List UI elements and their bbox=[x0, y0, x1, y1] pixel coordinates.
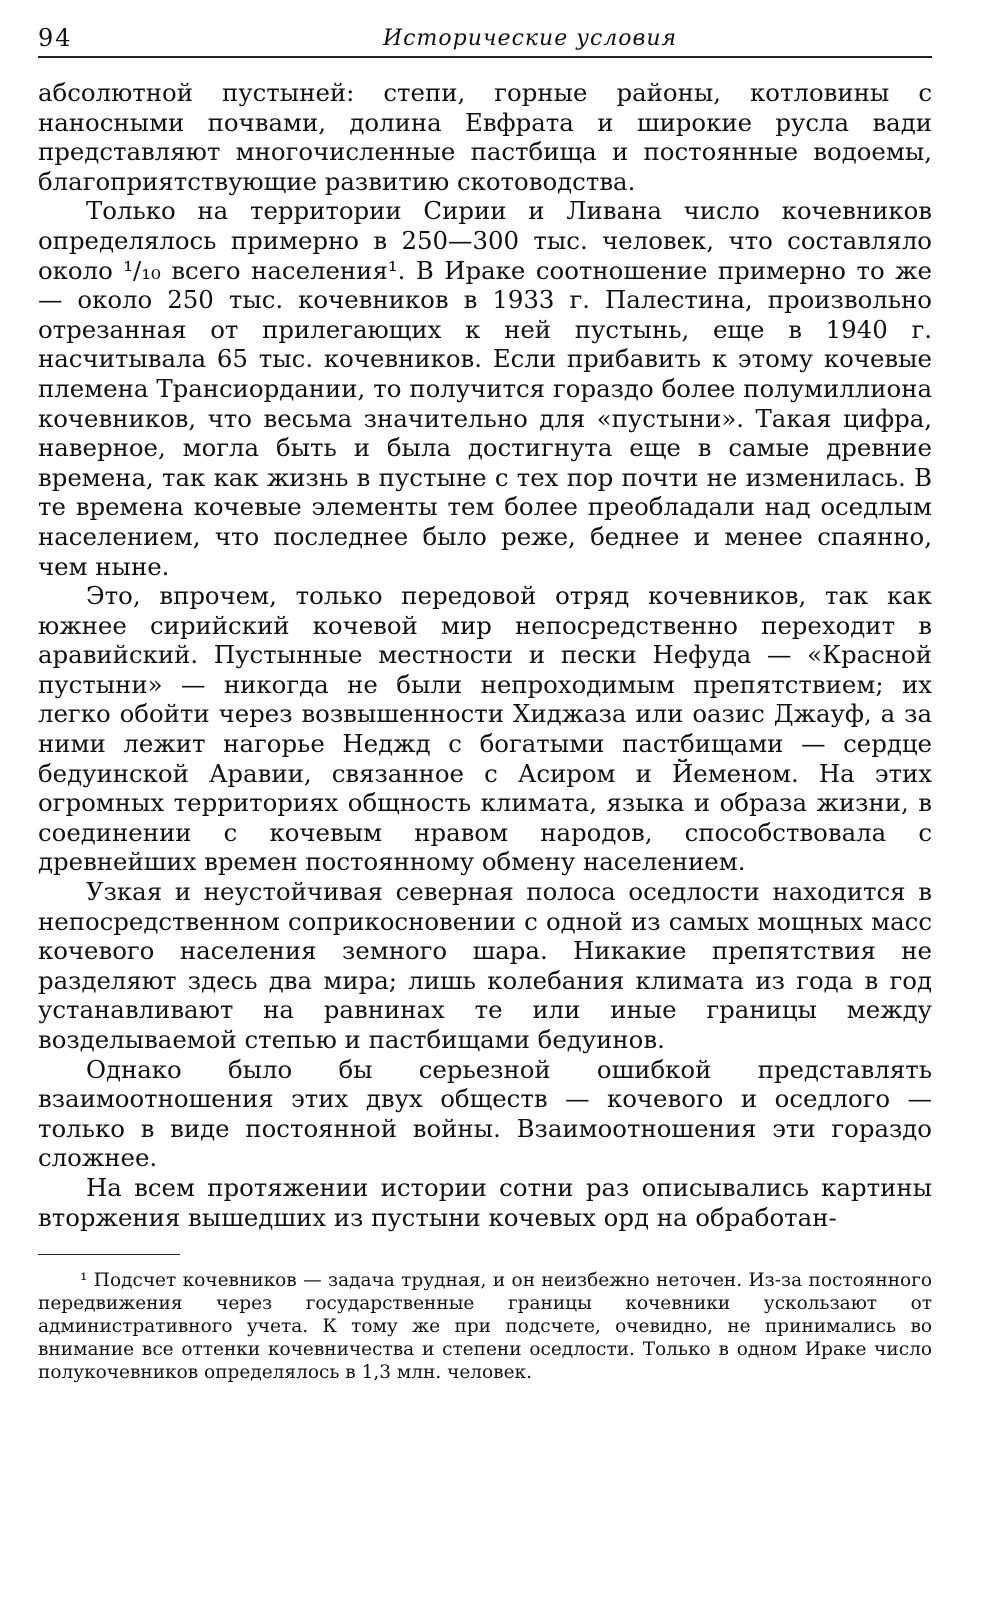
running-title: Исторические условия bbox=[383, 26, 678, 51]
paragraph-4: Узкая и неустойчивая северная полоса оседлости находится в непосредственном соприкосновении с одной из самых мощных масс кочевого населения земного шара. Никакие препятствия не разделяют здесь два мира; лишь колебания климата из года в год устанавливают на равнинах те или иные границы между возделываемой степью и пастбищами бедуинов. bbox=[38, 877, 932, 1054]
book-page bbox=[38, 22, 932, 1384]
page-number: 94 bbox=[38, 24, 73, 52]
page-header bbox=[38, 22, 932, 58]
paragraph-6: На всем протяжении истории сотни раз описывались картины вторжения вышедших из пустыни кочевых орд на обработан- bbox=[38, 1172, 932, 1232]
paragraph-1: абсолютной пустыней: степи, горные районы, котловины с наносными почвами, долина Евфрата и широкие русла вади представляют многочисленные пастбища и постоянные водоемы, благоприятствующие развитию скотоводства. bbox=[38, 78, 932, 196]
footnote-divider bbox=[38, 1254, 180, 1255]
paragraph-2: Только на территории Сирии и Ливана число кочевников определялось примерно в 250—300 тыс. человек, что составляло около ¹/₁₀ всего населения¹. В Ираке соотношение примерно то же — около 250 тыс. кочевников в 1933 г. Палестина, произвольно отрезанная от прилегающих к ней пустынь, еще в 1940 г. насчитывала 65 тыс. кочевников. Если прибавить к этому кочевые племена Трансиордании, то получится гораздо более полумиллиона кочевников, что весьма значительно для «пустыни». Такая цифра, наверное, могла быть и была достигнута еще в самые древние времена, так как жизнь в пустыне с тех пор почти не изменилась. В те времена кочевые элементы тем более преобладали над оседлым населением, что последнее было реже, беднее и менее спаянно, чем ныне. bbox=[38, 196, 932, 581]
paragraph-3: Это, впрочем, только передовой отряд кочевников, так как южнее сирийский кочевой мир непосредственно переходит в аравийский. Пустынные местности и пески Нефуда — «Красной пустыни» — никогда не были непроходимым препятствием; их легко обойти через возвышенности Хиджаза или оазис Джауф, а за ними лежит нагорье Неджд с богатыми пастбищами — сердце бедуинской Аравии, связанное с Асиром и Йеменом. На этих огромных территориях общность климата, языка и образа жизни, в соединении с кочевым нравом народов, способствовала с древнейших времен постоянному обмену населением. bbox=[38, 581, 932, 877]
footnote-1: ¹ Подсчет кочевников — задача трудная, и он неизбежно неточен. Из-за постоянного передвижения через государственные границы кочевники ускользают от административного учета. К тому же при подсчете, очевидно, не принимались во внимание все оттенки кочевничества и степени оседлости. Только в одном Ираке число полукочевников определялось в 1,3 млн. человек. bbox=[38, 1270, 932, 1384]
paragraph-5: Однако было бы серьезной ошибкой представлять взаимоотношения этих двух обществ — кочевого и оседлого — только в виде постоянной войны. Взаимоотношения эти гораздо сложнее. bbox=[38, 1054, 932, 1173]
main-text bbox=[38, 78, 932, 1232]
